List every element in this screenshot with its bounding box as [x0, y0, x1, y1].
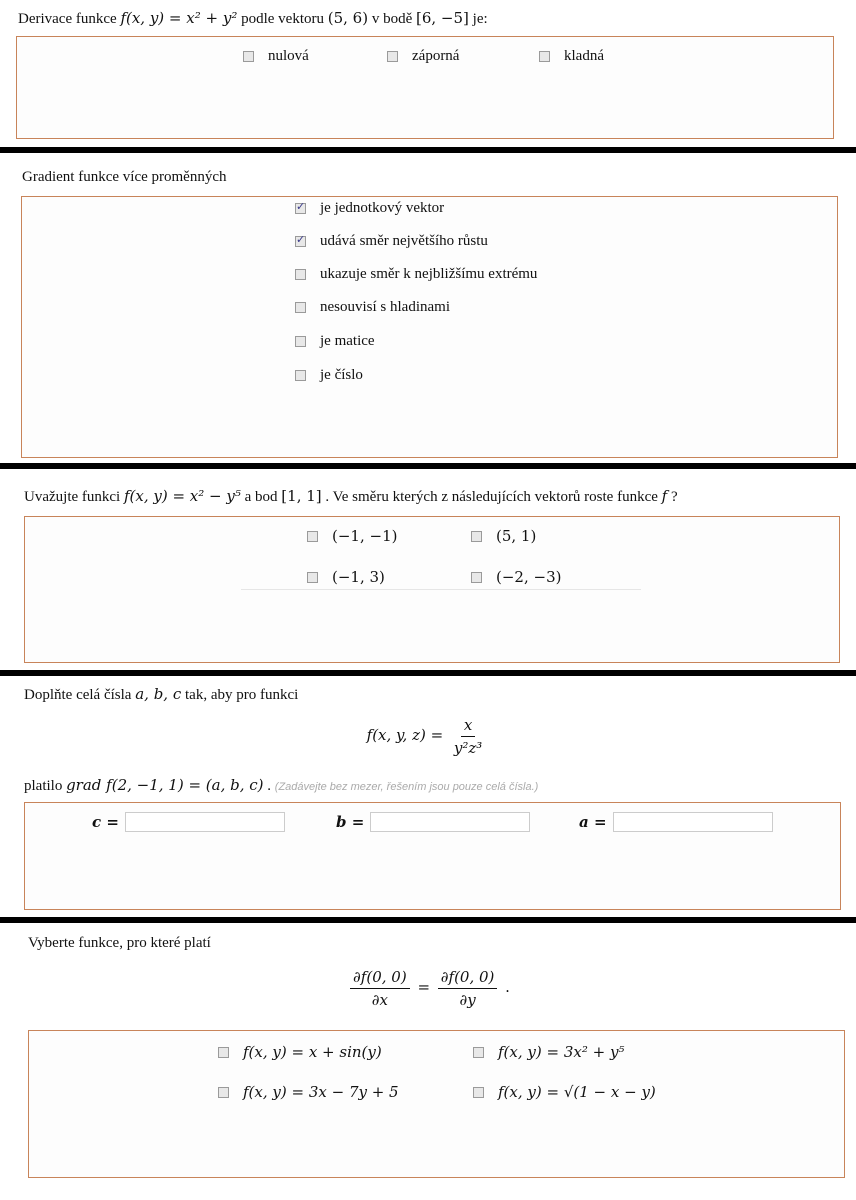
q3-option-1[interactable] — [307, 527, 397, 545]
q5-option-3[interactable] — [218, 1083, 399, 1101]
options-divider — [241, 589, 641, 590]
q3-point: [1, 1] — [281, 487, 322, 505]
field-label: c = — [92, 813, 119, 831]
q1-prompt-mid2: v bodě — [371, 11, 413, 27]
q5-prompt: Vyberte funkce, pro které platí — [28, 935, 211, 951]
q1-answer-box — [16, 36, 834, 139]
q2-option-4[interactable] — [295, 299, 450, 316]
q4-hint: (Zadávejte bez mezer, řešením jsou pouze celá čísla.) — [274, 781, 539, 793]
q4-vars: a, b, c — [135, 685, 182, 703]
checkbox[interactable] — [471, 572, 482, 583]
q3-option-4[interactable] — [471, 568, 561, 586]
section-separator — [0, 463, 856, 469]
q5-fraction-y — [438, 968, 498, 1009]
checkbox[interactable] — [539, 51, 550, 62]
option-label: nulová — [268, 48, 309, 64]
fraction-numerator: ∂f(0, 0) — [438, 968, 498, 989]
checkbox[interactable] — [473, 1087, 484, 1098]
q4-line2 — [24, 776, 538, 795]
checkbox[interactable] — [243, 51, 254, 62]
q4-fraction-denominator: y²z³ — [453, 739, 483, 757]
fraction-denominator: ∂y — [459, 991, 476, 1009]
checkbox-checked[interactable] — [295, 203, 306, 214]
option-label: f(x, y) = √(1 − x − y) — [498, 1083, 656, 1101]
q1-prompt-text: Derivace funkce — [18, 11, 117, 27]
option-label: (−1, 3) — [332, 568, 385, 586]
option-label: je matice — [320, 333, 375, 349]
fraction-denominator: ∂x — [371, 991, 388, 1009]
option-label: udává směr největšího růstu — [320, 233, 488, 249]
q2-option-6[interactable] — [295, 367, 363, 384]
q4-grad: grad f(2, −1, 1) = (a, b, c) — [66, 776, 264, 794]
q2-option-2[interactable] — [295, 233, 488, 250]
q5-equals: = — [417, 977, 431, 996]
option-label: je číslo — [320, 367, 363, 383]
field-label: b = — [336, 813, 365, 831]
a-input[interactable] — [613, 812, 773, 832]
option-label: f(x, y) = x + sin(y) — [243, 1043, 382, 1061]
q5-fraction-x — [350, 968, 410, 1009]
q2-answer-box — [21, 196, 838, 458]
q4-fraction-numerator: x — [461, 716, 475, 737]
q4-line2-text: platilo — [24, 778, 63, 794]
section-separator — [0, 917, 856, 923]
q3-option-2[interactable] — [471, 527, 536, 545]
q3-answer-box — [24, 516, 840, 663]
q4-fraction — [451, 716, 485, 757]
q4-field-b — [336, 812, 530, 832]
q4-prompt — [24, 685, 298, 704]
field-label: a = — [579, 813, 607, 831]
q3-option-3[interactable] — [307, 568, 385, 586]
q1-point: [6, −5] — [416, 9, 469, 27]
q5-equation — [0, 968, 856, 1009]
checkbox[interactable] — [387, 51, 398, 62]
q5-option-2[interactable] — [473, 1043, 624, 1061]
option-label: záporná — [412, 48, 460, 64]
q1-prompt-mid: podle vektoru — [241, 11, 324, 27]
checkbox[interactable] — [295, 370, 306, 381]
option-label: (−2, −3) — [496, 568, 562, 586]
section-separator — [0, 670, 856, 676]
q4-field-c — [92, 812, 285, 832]
section-separator — [0, 147, 856, 153]
q5-answer-box — [28, 1030, 845, 1178]
q1-prompt — [18, 9, 488, 28]
q3-prompt — [24, 487, 678, 506]
checkbox-checked[interactable] — [295, 236, 306, 247]
q5-equation-end: . — [505, 977, 510, 996]
option-label: f(x, y) = 3x² + y⁵ — [498, 1043, 625, 1061]
q2-prompt: Gradient funkce více proměnných — [22, 169, 227, 185]
q4-prompt-post: tak, aby pro funkci — [185, 687, 299, 703]
q5-option-1[interactable] — [218, 1043, 382, 1061]
q3-formula: f(x, y) = x² − y⁵ — [123, 487, 241, 505]
checkbox[interactable] — [295, 336, 306, 347]
fraction-numerator: ∂f(0, 0) — [350, 968, 410, 989]
q3-prompt-post: . Ve směru kterých z následujících vektorů roste funkce — [325, 489, 658, 505]
option-label: je jednotkový vektor — [320, 200, 445, 216]
checkbox[interactable] — [471, 531, 482, 542]
q3-fname: f — [661, 487, 668, 505]
b-input[interactable] — [370, 812, 530, 832]
checkbox[interactable] — [218, 1047, 229, 1058]
q2-option-1[interactable] — [295, 200, 444, 217]
checkbox[interactable] — [473, 1047, 484, 1058]
q4-formula-lhs: f(x, y, z) = — [366, 725, 444, 744]
q3-prompt-mid: a bod — [244, 489, 278, 505]
option-label: nesouvisí s hladinami — [320, 299, 450, 315]
checkbox[interactable] — [295, 269, 306, 280]
q1-option-nulova[interactable] — [243, 48, 309, 65]
q4-prompt-text: Doplňte celá čísla — [24, 687, 132, 703]
checkbox[interactable] — [295, 302, 306, 313]
option-label: ukazuje směr k nejbližšímu extrému — [320, 266, 538, 282]
checkbox[interactable] — [218, 1087, 229, 1098]
q5-option-4[interactable] — [473, 1083, 656, 1101]
q3-prompt-text: Uvažujte funkci — [24, 489, 121, 505]
q2-option-5[interactable] — [295, 333, 375, 350]
c-input[interactable] — [125, 812, 285, 832]
option-label: (−1, −1) — [332, 527, 398, 545]
q1-option-zaporna[interactable] — [387, 48, 459, 65]
q2-option-3[interactable] — [295, 266, 537, 283]
checkbox[interactable] — [307, 572, 318, 583]
option-label: kladná — [564, 48, 604, 64]
q4-formula — [0, 716, 856, 757]
q3-prompt-end: ? — [670, 489, 678, 505]
checkbox[interactable] — [307, 531, 318, 542]
q1-vector: (5, 6) — [327, 9, 369, 27]
option-label: (5, 1) — [496, 527, 537, 545]
q1-option-kladna[interactable] — [539, 48, 604, 65]
q4-answer-box — [24, 802, 841, 910]
q1-formula: f(x, y) = x² + y² — [120, 9, 238, 27]
q4-field-a — [579, 812, 773, 832]
option-label: f(x, y) = 3x − 7y + 5 — [243, 1083, 399, 1101]
q4-line2-post: . — [267, 778, 272, 794]
q1-prompt-post: je: — [472, 11, 488, 27]
